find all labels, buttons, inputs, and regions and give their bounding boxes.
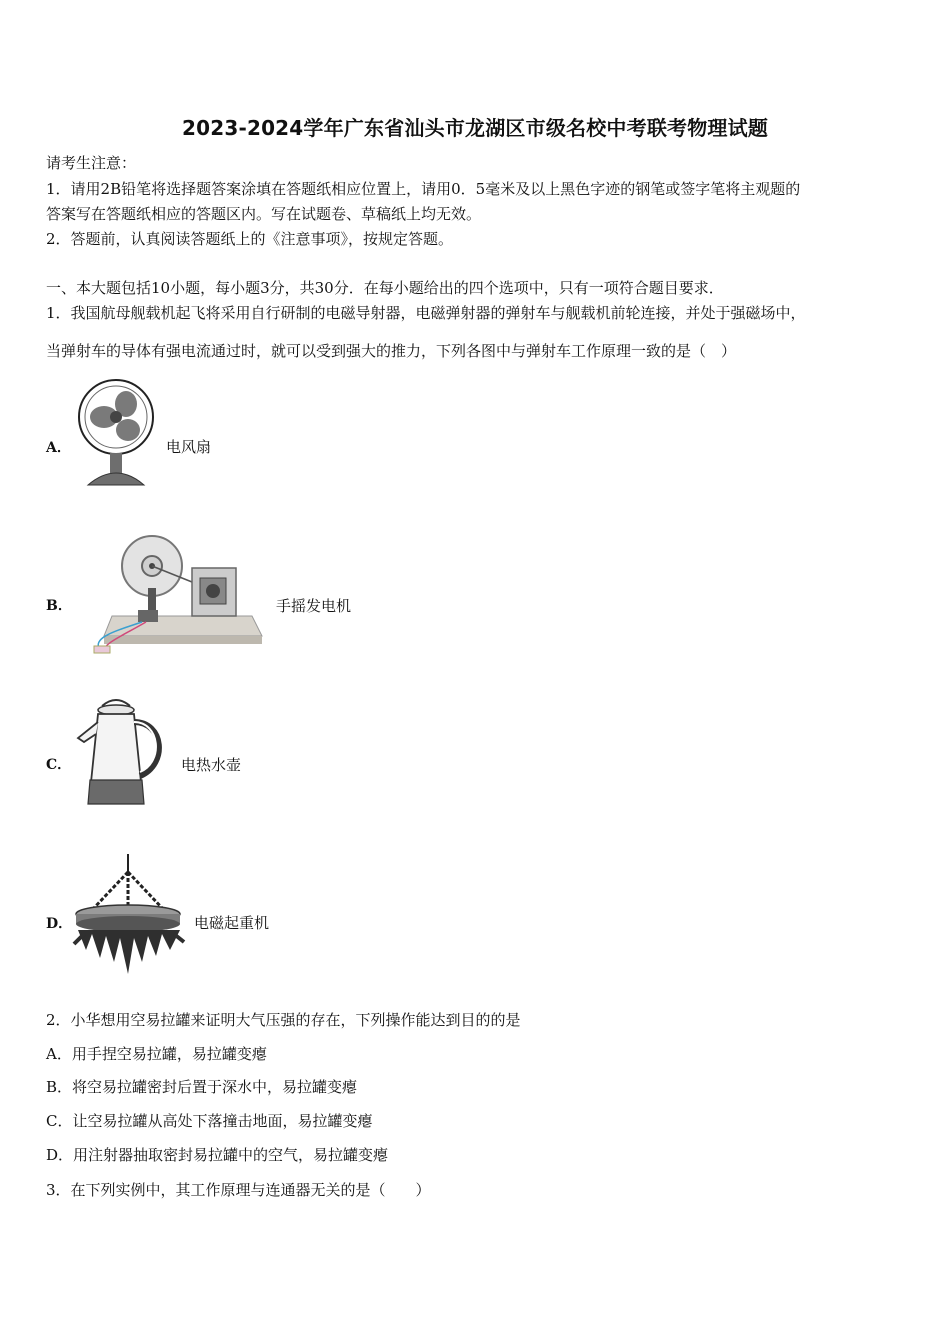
question-2-option-b: B．将空易拉罐密封后置于深水中，易拉罐变瘪: [46, 1078, 358, 1096]
question-1-stem-line-1: 1．我国航母舰载机起飞将采用自行研制的电磁导射器，电磁弹射器的弹射车与舰载机前轮连接，并处于强磁场中，: [46, 304, 806, 322]
section-1-heading: 一、本大题包括10小题，每小题3分，共30分．在每小题给出的四个选项中，只有一项符合题目要求．: [46, 279, 724, 297]
notice-item-1-line-1: 1．请用2B铅笔将选择题答案涂填在答题纸相应位置上，请用0．5毫米及以上黑色字迹的钢笔或签字笔将主观题的: [46, 180, 801, 198]
question-3-stem: 3．在下列实例中，其工作原理与连通器无关的是（ ）: [46, 1181, 431, 1199]
question-2-option-c: C．让空易拉罐从高处下落撞击地面，易拉罐变瘪: [46, 1112, 373, 1130]
question-2-option-d: D．用注射器抽取密封易拉罐中的空气，易拉罐变瘪: [46, 1146, 389, 1164]
option-b-label: 手摇发电机: [276, 597, 352, 615]
notice-item-2: 2．答题前，认真阅读答题纸上的《注意事项》，按规定答题。: [46, 230, 454, 248]
question-2-option-a: A．用手捏空易拉罐，易拉罐变瘪: [46, 1045, 267, 1063]
electromagnetic-crane-icon: [70, 850, 188, 980]
notice-heading: 请考生注意：: [46, 154, 137, 172]
option-d-label: 电磁起重机: [194, 914, 270, 932]
option-c-letter: C．: [46, 757, 72, 773]
option-d-letter: D．: [46, 916, 73, 932]
option-c-label: 电热水壶: [181, 756, 242, 774]
option-a-label: 电风扇: [166, 438, 212, 456]
electric-fan-icon: [76, 375, 156, 490]
hand-generator-icon: [72, 528, 264, 663]
notice-item-1-line-2: 答案写在答题纸相应的答题区内。写在试题卷、草稿纸上均无效。: [46, 205, 482, 223]
option-a-letter: A．: [46, 440, 71, 456]
electric-kettle-icon: [72, 692, 172, 810]
page-title: 2023-2024学年广东省汕头市龙湖区市级名校中考联考物理试题: [181, 116, 769, 140]
question-1-stem-line-2: 当弹射车的导体有强电流通过时，就可以受到强大的推力，下列各图中与弹射车工作原理一致的是（ ）: [46, 342, 737, 360]
question-2-stem: 2．小华想用空易拉罐来证明大气压强的存在，下列操作能达到目的的是: [46, 1011, 521, 1029]
option-b-letter: B．: [46, 598, 72, 614]
